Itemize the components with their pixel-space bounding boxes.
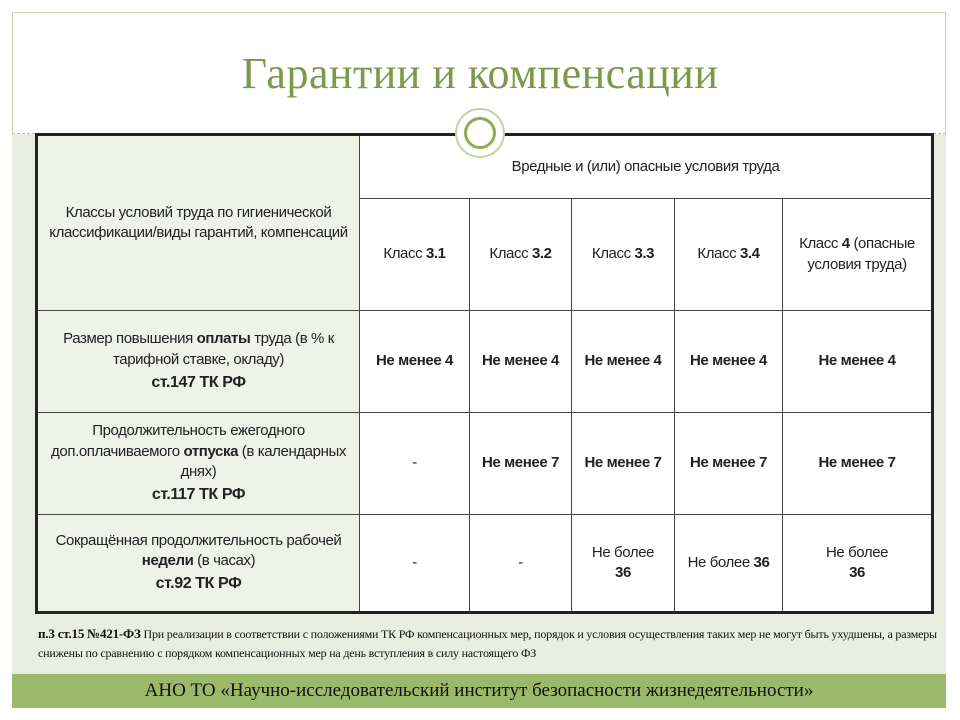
guarantees-table	[35, 133, 934, 614]
table-cell: Не более 36	[675, 515, 783, 613]
table-cell: Не менее 4	[675, 311, 783, 413]
table-cell: Не менее 7	[572, 413, 675, 515]
table-cell: -	[470, 515, 572, 613]
table-cell: -	[360, 413, 470, 515]
footnote	[38, 624, 938, 662]
law-reference: ст.117 ТК РФ	[151, 486, 246, 504]
table-cell: Не менее 4	[572, 311, 675, 413]
table-cell: Не более 36	[783, 515, 933, 613]
group-header: Вредные и (или) опасные условия труда	[360, 135, 933, 199]
column-header: Класс 4 (опасные условия труда)	[783, 199, 933, 311]
table-cell: Не менее 7	[675, 413, 783, 515]
ornament-ring-inner-icon	[464, 117, 496, 149]
page-title: Гарантии и компенсации	[241, 49, 719, 98]
table-cell: Не более 36	[572, 515, 675, 613]
row-header-vacation: Продолжительность ежегодного доп.оплачиваемого отпуска (в календарных днях) ст.117 ТК РФ	[37, 413, 360, 515]
column-header: Класс 3.3	[572, 199, 675, 311]
table-cell: -	[360, 515, 470, 613]
table-cell: Не менее 4	[783, 311, 933, 413]
table-cell: Не менее 4	[470, 311, 572, 413]
column-header: Класс 3.1	[360, 199, 470, 311]
table-cell: Не менее 7	[470, 413, 572, 515]
table-corner-header: Классы условий труда по гигиенической классификации/виды гарантий, компенсаций	[37, 135, 360, 311]
law-reference: ст.147 ТК РФ	[151, 373, 246, 391]
law-reference: ст.92 ТК РФ	[155, 575, 242, 593]
footnote-text: При реализации в соответствии с положениями ТК РФ компенсационных мер, порядок и условия осуществления таких мер не могут быть ухудшены, а размеры снижены по сравнению с порядком компенсационных мер на день вступления в силу настоящего ФЗ	[38, 627, 937, 660]
column-header: Класс 3.2	[470, 199, 572, 311]
row-header-week: Сокращённая продолжительность рабочей недели (в часах) ст.92 ТК РФ	[37, 515, 360, 613]
row-header-pay: Размер повышения оплаты труда (в % к тарифной ставке, окладу) ст.147 ТК РФ	[37, 311, 360, 413]
footer-bar	[12, 674, 946, 708]
table-cell: Не менее 7	[783, 413, 933, 515]
footnote-reference: п.3 ст.15 №421-ФЗ	[38, 626, 141, 641]
table-cell: Не менее 4	[360, 311, 470, 413]
footer-text: АНО ТО «Научно-исследовательский институт безопасности жизнедеятельности»	[144, 680, 814, 701]
column-header: Класс 3.4	[675, 199, 783, 311]
